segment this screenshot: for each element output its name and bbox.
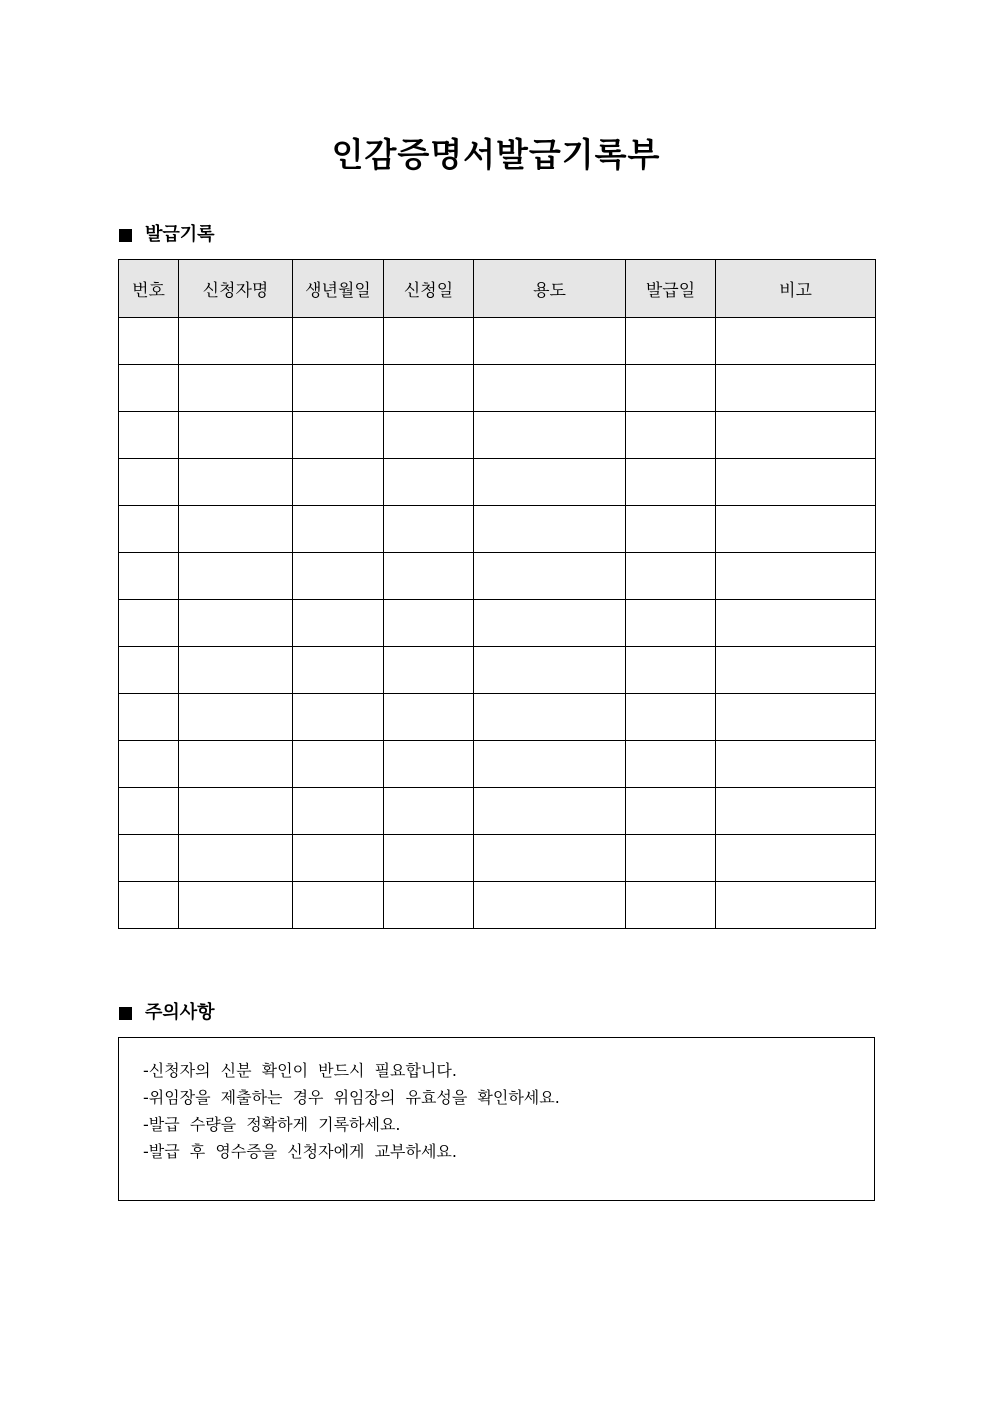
- table-row: [119, 694, 876, 741]
- cell-remarks[interactable]: [716, 694, 876, 741]
- notes-section-heading-label: 주의사항: [145, 1002, 215, 1023]
- black-square-icon: [119, 229, 132, 242]
- cell-application-date[interactable]: [384, 882, 474, 929]
- cell-number[interactable]: [119, 741, 179, 788]
- cell-birth-date[interactable]: [293, 882, 384, 929]
- cell-issue-date[interactable]: [626, 459, 716, 506]
- cell-remarks[interactable]: [716, 318, 876, 365]
- cell-application-date[interactable]: [384, 835, 474, 882]
- cell-applicant-name[interactable]: [179, 318, 293, 365]
- table-row: [119, 835, 876, 882]
- cell-remarks[interactable]: [716, 882, 876, 929]
- column-header-remarks: 비고: [716, 260, 876, 318]
- cell-application-date[interactable]: [384, 365, 474, 412]
- cell-issue-date[interactable]: [626, 318, 716, 365]
- cell-remarks[interactable]: [716, 459, 876, 506]
- cell-number[interactable]: [119, 647, 179, 694]
- cell-application-date[interactable]: [384, 647, 474, 694]
- column-header-number: 번호: [119, 260, 179, 318]
- page-title: 인감증명서발급기록부: [331, 135, 661, 174]
- column-header-birth-date: 생년월일: [293, 260, 384, 318]
- cell-purpose[interactable]: [474, 647, 626, 694]
- cell-purpose[interactable]: [474, 506, 626, 553]
- cell-birth-date[interactable]: [293, 600, 384, 647]
- black-square-icon: [119, 1007, 132, 1020]
- cell-birth-date[interactable]: [293, 741, 384, 788]
- table-row: [119, 788, 876, 835]
- cell-number[interactable]: [119, 459, 179, 506]
- cell-application-date[interactable]: [384, 318, 474, 365]
- notes-box: [118, 1037, 875, 1201]
- cell-application-date[interactable]: [384, 506, 474, 553]
- cell-number[interactable]: [119, 600, 179, 647]
- notes-section-heading: [119, 1001, 215, 1025]
- cell-remarks[interactable]: [716, 412, 876, 459]
- cell-remarks[interactable]: [716, 647, 876, 694]
- note-item: -신청자의 신분 확인이 반드시 필요합니다.: [143, 1061, 457, 1080]
- cell-application-date[interactable]: [384, 694, 474, 741]
- cell-issue-date[interactable]: [626, 553, 716, 600]
- cell-purpose[interactable]: [474, 553, 626, 600]
- cell-issue-date[interactable]: [626, 506, 716, 553]
- cell-application-date[interactable]: [384, 412, 474, 459]
- cell-applicant-name[interactable]: [179, 835, 293, 882]
- records-section-heading: [119, 223, 215, 247]
- table-row: [119, 600, 876, 647]
- cell-birth-date[interactable]: [293, 365, 384, 412]
- cell-applicant-name[interactable]: [179, 694, 293, 741]
- cell-applicant-name[interactable]: [179, 788, 293, 835]
- column-header-applicant-name: 신청자명: [179, 260, 293, 318]
- cell-birth-date[interactable]: [293, 412, 384, 459]
- cell-birth-date[interactable]: [293, 647, 384, 694]
- cell-applicant-name[interactable]: [179, 741, 293, 788]
- cell-applicant-name[interactable]: [179, 365, 293, 412]
- cell-applicant-name[interactable]: [179, 647, 293, 694]
- cell-applicant-name[interactable]: [179, 600, 293, 647]
- table-header-row: [119, 260, 876, 318]
- cell-issue-date[interactable]: [626, 365, 716, 412]
- cell-birth-date[interactable]: [293, 694, 384, 741]
- column-header-purpose: 용도: [474, 260, 626, 318]
- cell-number[interactable]: [119, 788, 179, 835]
- table-row: [119, 882, 876, 929]
- cell-issue-date[interactable]: [626, 835, 716, 882]
- cell-application-date[interactable]: [384, 788, 474, 835]
- notes-list: [119, 1038, 874, 1165]
- cell-applicant-name[interactable]: [179, 553, 293, 600]
- cell-purpose[interactable]: [474, 694, 626, 741]
- cell-application-date[interactable]: [384, 741, 474, 788]
- table-row: [119, 647, 876, 694]
- cell-issue-date[interactable]: [626, 412, 716, 459]
- cell-applicant-name[interactable]: [179, 459, 293, 506]
- cell-birth-date[interactable]: [293, 788, 384, 835]
- cell-issue-date[interactable]: [626, 600, 716, 647]
- cell-purpose[interactable]: [474, 412, 626, 459]
- cell-application-date[interactable]: [384, 553, 474, 600]
- cell-remarks[interactable]: [716, 365, 876, 412]
- column-header-issue-date: 발급일: [626, 260, 716, 318]
- note-item: -발급 후 영수증을 신청자에게 교부하세요.: [143, 1142, 457, 1161]
- cell-birth-date[interactable]: [293, 553, 384, 600]
- cell-remarks[interactable]: [716, 741, 876, 788]
- cell-applicant-name[interactable]: [179, 882, 293, 929]
- cell-issue-date[interactable]: [626, 788, 716, 835]
- table-body: [119, 318, 876, 929]
- cell-purpose[interactable]: [474, 600, 626, 647]
- cell-remarks[interactable]: [716, 788, 876, 835]
- cell-issue-date[interactable]: [626, 647, 716, 694]
- cell-purpose[interactable]: [474, 788, 626, 835]
- cell-purpose[interactable]: [474, 835, 626, 882]
- cell-purpose[interactable]: [474, 882, 626, 929]
- cell-birth-date[interactable]: [293, 506, 384, 553]
- cell-issue-date[interactable]: [626, 882, 716, 929]
- cell-purpose[interactable]: [474, 459, 626, 506]
- note-item: -위임장을 제출하는 경우 위임장의 유효성을 확인하세요.: [143, 1088, 560, 1107]
- cell-birth-date[interactable]: [293, 318, 384, 365]
- cell-number[interactable]: [119, 835, 179, 882]
- cell-issue-date[interactable]: [626, 741, 716, 788]
- table-row: [119, 318, 876, 365]
- cell-remarks[interactable]: [716, 835, 876, 882]
- table-row: [119, 506, 876, 553]
- issuance-record-table: [118, 259, 876, 929]
- table-row: [119, 553, 876, 600]
- table-row: [119, 459, 876, 506]
- records-section-heading-label: 발급기록: [145, 224, 215, 245]
- cell-application-date[interactable]: [384, 600, 474, 647]
- cell-remarks[interactable]: [716, 553, 876, 600]
- cell-applicant-name[interactable]: [179, 506, 293, 553]
- column-header-application-date: 신청일: [384, 260, 474, 318]
- cell-number[interactable]: [119, 365, 179, 412]
- cell-remarks[interactable]: [716, 506, 876, 553]
- table-row: [119, 412, 876, 459]
- note-item: -발급 수량을 정확하게 기록하세요.: [143, 1115, 401, 1134]
- cell-purpose[interactable]: [474, 365, 626, 412]
- cell-birth-date[interactable]: [293, 459, 384, 506]
- cell-number[interactable]: [119, 506, 179, 553]
- cell-applicant-name[interactable]: [179, 412, 293, 459]
- cell-number[interactable]: [119, 694, 179, 741]
- cell-purpose[interactable]: [474, 318, 626, 365]
- cell-remarks[interactable]: [716, 600, 876, 647]
- cell-application-date[interactable]: [384, 459, 474, 506]
- cell-purpose[interactable]: [474, 741, 626, 788]
- cell-number[interactable]: [119, 553, 179, 600]
- cell-number[interactable]: [119, 318, 179, 365]
- cell-number[interactable]: [119, 412, 179, 459]
- cell-birth-date[interactable]: [293, 835, 384, 882]
- table-row: [119, 365, 876, 412]
- table-row: [119, 741, 876, 788]
- cell-issue-date[interactable]: [626, 694, 716, 741]
- cell-number[interactable]: [119, 882, 179, 929]
